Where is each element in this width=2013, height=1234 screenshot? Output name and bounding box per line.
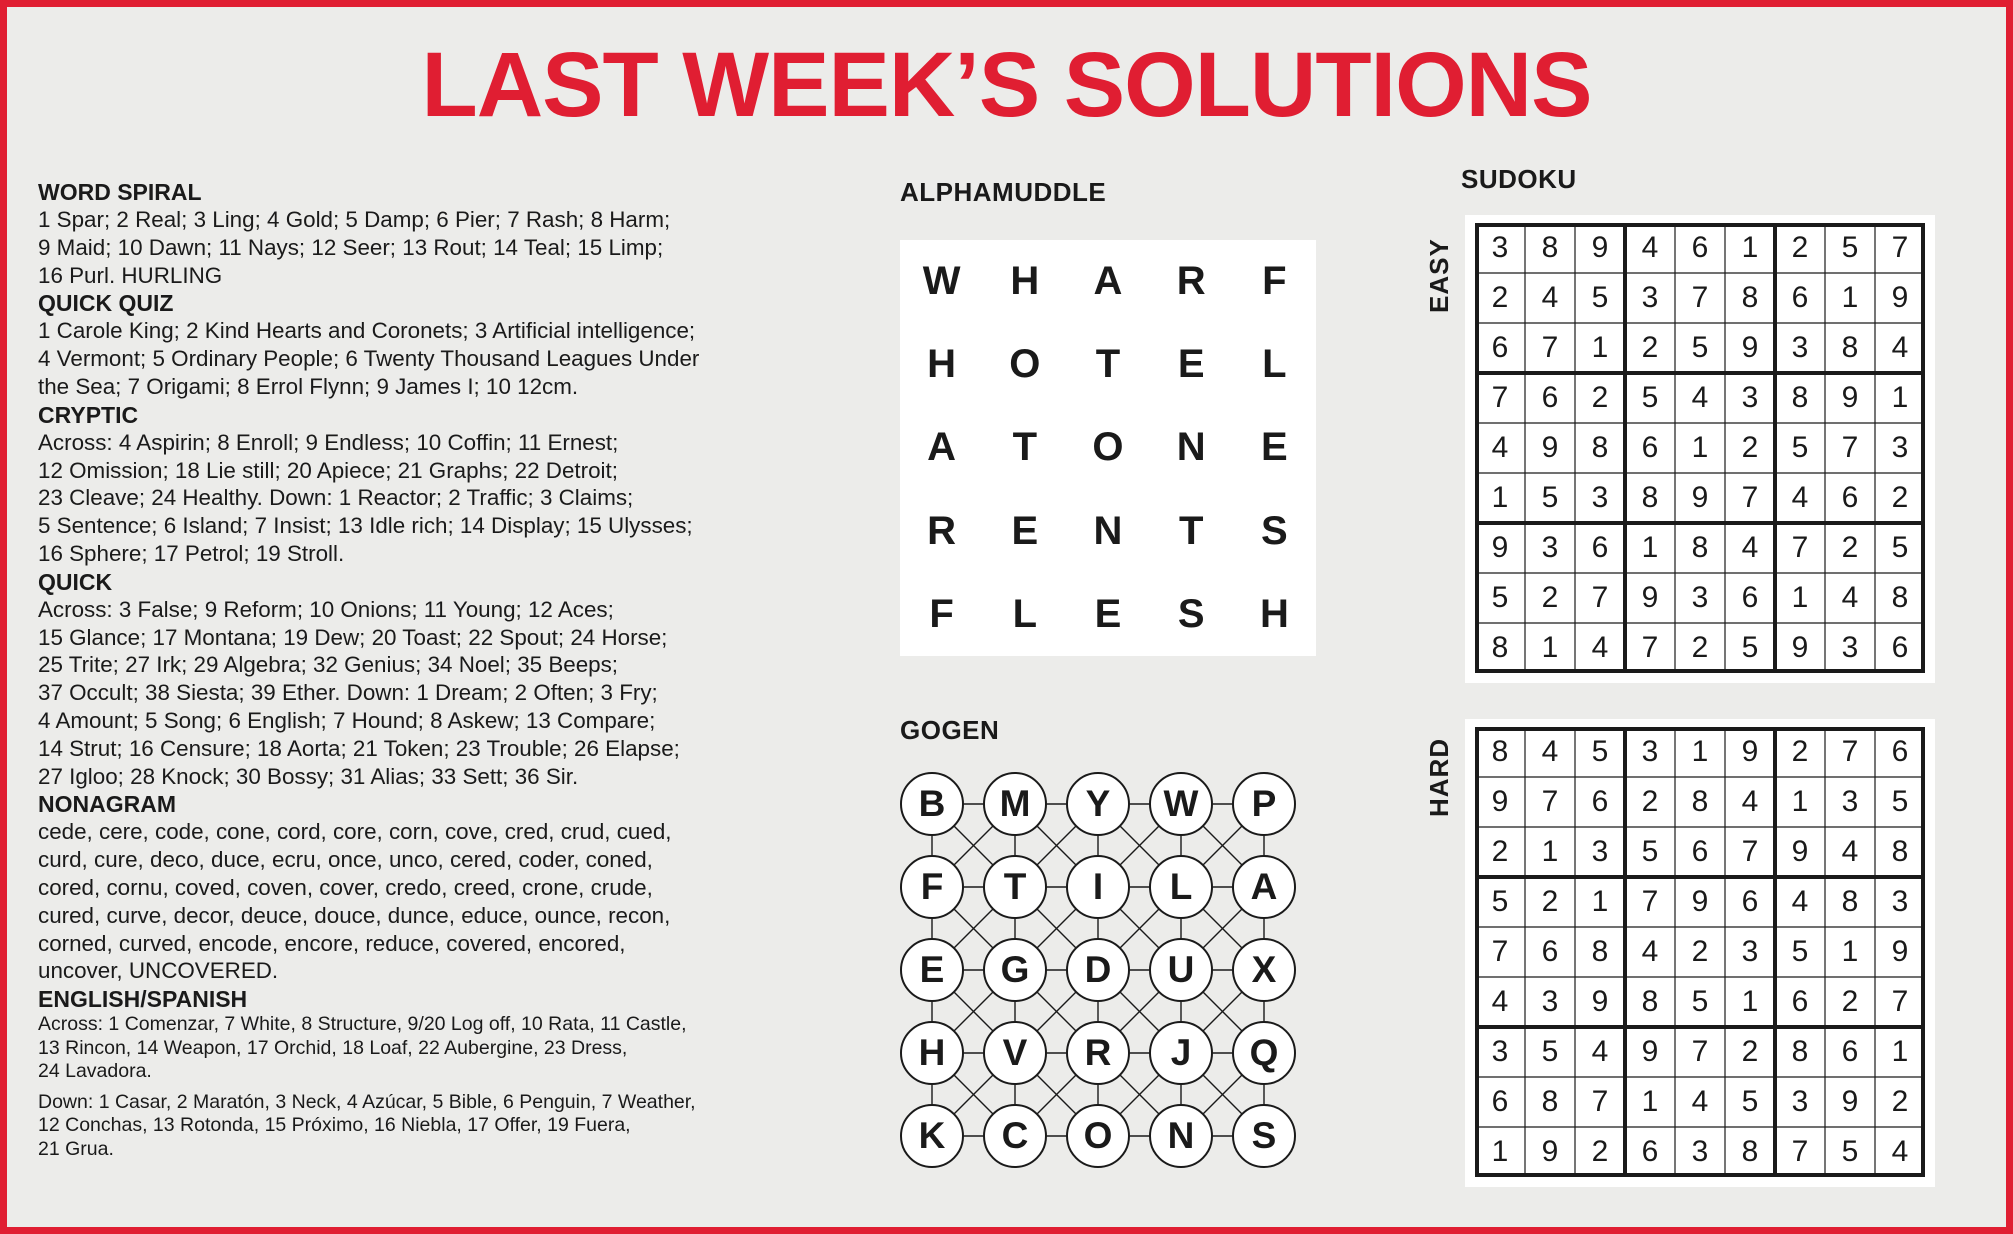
sudoku-hard-cell: 8 [1641,985,1659,1018]
alphamuddle-cell: S [1233,490,1316,573]
text-solutions-column [38,178,818,1161]
sudoku-hard-cell: 9 [1641,1035,1659,1068]
sudoku-hard-cell: 6 [1841,1035,1859,1068]
sudoku-hard-cell: 9 [1791,835,1809,868]
sudoku-easy-cell: 1 [1491,481,1509,514]
sudoku-hard-cell: 1 [1491,1135,1509,1168]
sudoku-easy-cell: 5 [1591,281,1609,314]
gogen-letter-node: C [983,1104,1047,1168]
gogen-letter-node: S [1232,1104,1296,1168]
english-spanish-across: Across: 1 Comenzar, 7 White, 8 Structure, 9/20 Log off, 10 Rata, 11 Castle, 13 Rincon, 14 Weapon, 17 Orchid, 18 Loaf, 22 Aubergine, 23 Dress, 24 Lavadora. [38,1013,687,1083]
alphamuddle-cell: E [983,490,1066,573]
alphamuddle-cell: T [983,406,1066,489]
sudoku-easy-cell: 4 [1641,231,1659,264]
sudoku-hard-cell: 2 [1791,735,1809,768]
sudoku-easy-cell: 2 [1741,431,1759,464]
sudoku-hard-cell: 9 [1891,935,1909,968]
alphamuddle-cell: A [1066,240,1149,323]
sudoku-hard-cell: 8 [1541,1085,1559,1118]
sudoku-easy-cell: 3 [1491,231,1509,264]
nonagram-heading: NONAGRAM [38,791,176,818]
sudoku-easy-cell: 2 [1691,631,1709,664]
sudoku-easy-cell: 6 [1641,431,1659,464]
sudoku-easy-cell: 5 [1541,481,1559,514]
sudoku-easy-cell: 5 [1891,531,1909,564]
sudoku-hard-cell: 3 [1691,1135,1709,1168]
sudoku-hard-cell: 6 [1591,785,1609,818]
alphamuddle-cell: R [900,490,983,573]
sudoku-hard-cell: 6 [1491,1085,1509,1118]
sudoku-hard-cell: 1 [1641,1085,1659,1118]
sudoku-hard-cell: 8 [1841,885,1859,918]
sudoku-hard-cell: 6 [1791,985,1809,1018]
sudoku-easy-cell: 7 [1591,581,1609,614]
sudoku-hard-cell: 3 [1491,1035,1509,1068]
alphamuddle-cell: T [1066,323,1149,406]
sudoku-hard-cell: 9 [1591,985,1609,1018]
sudoku-hard-cell: 8 [1491,735,1509,768]
quick-answers: Across: 3 False; 9 Reform; 10 Onions; 11 Young; 12 Aces; 15 Glance; 17 Montana; 19 Dew; 20 Toast; 22 Spout; 24 Horse; 25 Trite; 27 Irk; 29 Algebra; 32 Genius; 34 Noel; 35 Beeps; 37 Occult; 38 Siesta; 39 Ether. Down: 1 Dream; 2 Often; 3 Fry; 4 Amount; 5 Song; 6 English; 7 Hound; 8 Askew; 13 Compare; 14 Strut; 16 Censure; 18 Aorta; 21 Token; 23 Trouble; 26 Elapse; 27 Igloo; 28 Knock; 30 Bossy; 31 Alias; 33 Sett; 36 Sir. [38,596,680,789]
alphamuddle-cell: W [900,240,983,323]
sudoku-easy-cell: 7 [1541,331,1559,364]
sudoku-hard-cell: 6 [1541,935,1559,968]
sudoku-easy-cell: 6 [1691,231,1709,264]
page-title: LAST WEEK’S SOLUTIONS [421,34,1592,136]
sudoku-easy-cell: 3 [1591,481,1609,514]
alphamuddle-cell: O [1066,406,1149,489]
sudoku-easy-cell: 1 [1741,231,1759,264]
sudoku-hard-cell: 6 [1741,885,1759,918]
sudoku-hard-cell: 3 [1541,985,1559,1018]
sudoku-hard-cell: 4 [1641,935,1659,968]
sudoku-easy-cell: 1 [1691,431,1709,464]
gogen-letter-node: X [1232,938,1296,1002]
word-spiral-section [38,178,818,289]
sudoku-easy-cell: 3 [1841,631,1859,664]
sudoku-hard-cell: 2 [1891,1085,1909,1118]
alphamuddle-cell: E [1233,406,1316,489]
sudoku-hard-cell: 8 [1741,1135,1759,1168]
sudoku-hard-cell: 7 [1541,785,1559,818]
sudoku-easy-cell: 6 [1491,331,1509,364]
alphamuddle-cell: H [983,240,1066,323]
sudoku-easy-cell: 9 [1491,531,1509,564]
sudoku-easy-cell: 3 [1891,431,1909,464]
gogen-letter-node: J [1149,1021,1213,1085]
gogen-letter-node: E [900,938,964,1002]
sudoku-easy-cell: 5 [1491,581,1509,614]
sudoku-easy-cell: 8 [1641,481,1659,514]
sudoku-hard-cell: 7 [1641,885,1659,918]
gogen-letter-node: Y [1066,772,1130,836]
sudoku-hard-cell: 4 [1591,1035,1609,1068]
sudoku-easy-cell: 6 [1841,481,1859,514]
sudoku-hard-cell: 4 [1741,785,1759,818]
alphamuddle-cell: R [1150,240,1233,323]
sudoku-hard-cell: 1 [1891,1035,1909,1068]
sudoku-hard-cell: 5 [1741,1085,1759,1118]
sudoku-hard-cell: 4 [1841,835,1859,868]
sudoku-hard-cell: 3 [1591,835,1609,868]
sudoku-hard-cell: 6 [1691,835,1709,868]
sudoku-hard-cell: 9 [1841,1085,1859,1118]
sudoku-hard-cell: 9 [1541,1135,1559,1168]
sudoku-hard-cell: 4 [1891,1135,1909,1168]
sudoku-easy-cell: 6 [1741,581,1759,614]
sudoku-hard-cell: 3 [1741,935,1759,968]
sudoku-hard-cell: 5 [1591,735,1609,768]
sudoku-hard-cell: 2 [1491,835,1509,868]
sudoku-hard-cell: 8 [1591,935,1609,968]
sudoku-hard-cell: 8 [1791,1035,1809,1068]
sudoku-easy-cell: 9 [1541,431,1559,464]
sudoku-easy-cell: 7 [1791,531,1809,564]
gogen-letter-node: G [983,938,1047,1002]
sudoku-hard-cell: 3 [1841,785,1859,818]
gogen-letter-node: V [983,1021,1047,1085]
sudoku-easy-label: EASY [1424,238,1454,313]
alphamuddle-cell: O [983,323,1066,406]
cryptic-section [38,401,818,568]
sudoku-hard-cell: 7 [1691,1035,1709,1068]
sudoku-heading: SUDOKU [1461,164,1577,194]
sudoku-hard-cell: 4 [1541,735,1559,768]
alphamuddle-cell: L [1233,323,1316,406]
sudoku-easy-cell: 3 [1641,281,1659,314]
quick-quiz-section [38,289,818,400]
gogen-letter-node: R [1066,1021,1130,1085]
quick-quiz-answers: 1 Carole King; 2 Kind Hearts and Coronets; 3 Artificial intelligence; 4 Vermont; 5 Ordinary People; 6 Twenty Thousand Leagues Under the Sea; 7 Origami; 8 Errol Flynn; 9 James I; 10 12cm. [38,318,700,399]
sudoku-easy-cell: 2 [1641,331,1659,364]
gogen-letter-node: K [900,1104,964,1168]
alphamuddle-grid [900,240,1316,656]
sudoku-easy-cell: 9 [1741,331,1759,364]
sudoku-hard-cell: 8 [1691,785,1709,818]
alphamuddle-cell: F [1233,240,1316,323]
sudoku-hard-cell: 5 [1541,1035,1559,1068]
gogen-letter-node: N [1149,1104,1213,1168]
sudoku-hard-cell: 4 [1691,1085,1709,1118]
sudoku-easy-cell: 6 [1891,631,1909,664]
gogen-letter-node: I [1066,855,1130,919]
gogen-letter-node: O [1066,1104,1130,1168]
quick-quiz-heading: QUICK QUIZ [38,290,174,317]
sudoku-easy-cell: 9 [1691,481,1709,514]
alphamuddle-cell: H [900,323,983,406]
sudoku-easy-grid [1465,215,1935,683]
sudoku-easy-cell: 5 [1741,631,1759,664]
alphamuddle-cell: H [1233,573,1316,656]
sudoku-hard-cell: 9 [1491,785,1509,818]
gogen-letter-node: M [983,772,1047,836]
alphamuddle-cell: E [1150,323,1233,406]
sudoku-easy-cell: 2 [1491,281,1509,314]
sudoku-easy-cell: 4 [1891,331,1909,364]
sudoku-easy-cell: 9 [1591,231,1609,264]
alphamuddle-heading: ALPHAMUDDLE [900,177,1107,207]
sudoku-easy-cell: 6 [1591,531,1609,564]
sudoku-hard-cell: 2 [1841,985,1859,1018]
sudoku-easy-cell: 8 [1891,581,1909,614]
sudoku-easy-cell: 7 [1641,631,1659,664]
sudoku-hard-cell: 7 [1741,835,1759,868]
sudoku-hard-cell: 6 [1641,1135,1659,1168]
sudoku-hard-cell: 1 [1691,735,1709,768]
sudoku-easy-cell: 5 [1641,381,1659,414]
sudoku-hard-label: HARD [1424,737,1454,817]
gogen-letter-node: A [1232,855,1296,919]
gogen-heading: GOGEN [900,715,1000,745]
sudoku-hard-cell: 3 [1641,735,1659,768]
sudoku-easy-cell: 8 [1541,231,1559,264]
sudoku-hard-cell: 5 [1641,835,1659,868]
sudoku-easy-cell: 8 [1591,431,1609,464]
sudoku-easy-cell: 9 [1841,381,1859,414]
gogen-letter-node: U [1149,938,1213,1002]
sudoku-hard-cell: 7 [1791,1135,1809,1168]
sudoku-easy-cell: 1 [1791,581,1809,614]
sudoku-hard-cell: 9 [1691,885,1709,918]
sudoku-easy-cell: 2 [1841,531,1859,564]
english-spanish-down: Down: 1 Casar, 2 Maratón, 3 Neck, 4 Azúcar, 5 Bible, 6 Penguin, 7 Weather, 12 Conchas, 13 Rotonda, 15 Próximo, 16 Niebla, 17 Offer, 19 Fuera, 21 Grua. [38,1090,696,1160]
sudoku-easy-cell: 4 [1591,631,1609,664]
sudoku-easy-cell: 9 [1641,581,1659,614]
sudoku-easy-cell: 5 [1841,231,1859,264]
sudoku-hard-cell: 7 [1591,1085,1609,1118]
sudoku-hard-cell: 4 [1791,885,1809,918]
gogen-letter-node: B [900,772,964,836]
sudoku-hard-cell: 1 [1591,885,1609,918]
sudoku-easy-cell: 9 [1891,281,1909,314]
sudoku-easy-cell: 3 [1741,381,1759,414]
alphamuddle-cell: L [983,573,1066,656]
sudoku-easy-cell: 7 [1741,481,1759,514]
alphamuddle-cell: N [1066,490,1149,573]
sudoku-hard-cell: 1 [1741,985,1759,1018]
sudoku-hard-cell: 5 [1841,1135,1859,1168]
sudoku-easy-cell: 4 [1691,381,1709,414]
sudoku-easy-cell: 2 [1891,481,1909,514]
sudoku-hard-cell: 5 [1791,935,1809,968]
sudoku-easy-cell: 2 [1591,381,1609,414]
word-spiral-answers: 1 Spar; 2 Real; 3 Ling; 4 Gold; 5 Damp; 6 Pier; 7 Rash; 8 Harm; 9 Maid; 10 Dawn; 11 Nays; 12 Seer; 13 Rout; 14 Teal; 15 Limp; 16 Purl. HURLING [38,207,671,288]
sudoku-hard-cell: 5 [1491,885,1509,918]
english-spanish-heading: ENGLISH/SPANISH [38,986,248,1013]
sudoku-hard-cell: 3 [1891,885,1909,918]
sudoku-hard-cell: 7 [1841,735,1859,768]
sudoku-hard-cell: 1 [1841,935,1859,968]
alphamuddle-cell: F [900,573,983,656]
sudoku-easy-cell: 4 [1841,581,1859,614]
alphamuddle-cell: A [900,406,983,489]
sudoku-easy-cell: 3 [1691,581,1709,614]
sudoku-hard-cell: 2 [1541,885,1559,918]
sudoku-easy-cell: 1 [1891,381,1909,414]
sudoku-easy-cell: 7 [1891,231,1909,264]
word-spiral-heading: WORD SPIRAL [38,179,202,205]
sudoku-easy-cell: 2 [1541,581,1559,614]
sudoku-easy-cell: 3 [1541,531,1559,564]
sudoku-easy-cell: 1 [1641,531,1659,564]
sudoku-easy-cell: 4 [1491,431,1509,464]
nonagram-answers: cede, cere, code, cone, cord, core, corn, cove, cred, crud, cued, curd, cure, deco, duce, ecru, once, unco, cered, coder, coned, cored, cornu, coved, coven, cover, credo, creed, crone, crude, cured, curve, decor, deuce, douce, dunce, educe, ounce, recon, corned, curved, encode, encore, reduce, covered, encored, uncover, UNCOVERED. [38,819,672,984]
sudoku-hard-cell: 2 [1691,935,1709,968]
sudoku-easy-cell: 7 [1841,431,1859,464]
sudoku-easy-cell: 8 [1841,331,1859,364]
sudoku-hard-cell: 2 [1591,1135,1609,1168]
alphamuddle-cell: N [1150,406,1233,489]
gogen-letter-node: F [900,855,964,919]
sudoku-easy-cell: 6 [1791,281,1809,314]
sudoku-easy-cell: 8 [1741,281,1759,314]
sudoku-easy-cell: 4 [1541,281,1559,314]
sudoku-hard-cell: 3 [1791,1085,1809,1118]
cryptic-heading: CRYPTIC [38,401,139,428]
sudoku-hard-cell: 2 [1641,785,1659,818]
gogen-letter-node: P [1232,772,1296,836]
sudoku-hard-grid [1465,719,1935,1187]
sudoku-easy-cell: 4 [1741,531,1759,564]
sudoku-easy-cell: 7 [1491,381,1509,414]
sudoku-easy-cell: 1 [1541,631,1559,664]
sudoku-easy-cell: 5 [1791,431,1809,464]
alphamuddle-cell: T [1150,490,1233,573]
sudoku-hard-cell: 7 [1891,985,1909,1018]
sudoku-easy-cell: 7 [1691,281,1709,314]
sudoku-easy-cell: 1 [1591,331,1609,364]
cryptic-answers: Across: 4 Aspirin; 8 Enroll; 9 Endless; 10 Coffin; 11 Ernest; 12 Omission; 18 Lie still; 20 Apiece; 21 Graphs; 22 Detroit; 23 Cleave; 24 Healthy. Down: 1 Reactor; 2 Traffic; 3 Claims; 5 Sentence; 6 Island; 7 Insist; 13 Idle rich; 14 Display; 15 Ulysses; 16 Sphere; 17 Petrol; 19 Stroll. [38,429,693,566]
sudoku-hard-cell: 8 [1891,835,1909,868]
gogen-letter-node: W [1149,772,1213,836]
sudoku-easy-cell: 4 [1791,481,1809,514]
sudoku-hard-cell: 2 [1741,1035,1759,1068]
sudoku-easy-cell: 1 [1841,281,1859,314]
quick-section [38,568,818,791]
gogen-letter-node: D [1066,938,1130,1002]
alphamuddle-cell: S [1150,573,1233,656]
sudoku-hard-cell: 4 [1491,985,1509,1018]
sudoku-easy-cell: 8 [1791,381,1809,414]
quick-heading: QUICK [38,568,113,595]
gogen-letter-node: Q [1232,1021,1296,1085]
sudoku-hard-cell: 1 [1791,785,1809,818]
gogen-letter-node: H [900,1021,964,1085]
sudoku-hard-cell: 6 [1891,735,1909,768]
sudoku-hard-cell: 1 [1541,835,1559,868]
sudoku-easy-cell: 3 [1791,331,1809,364]
nonagram-section [38,790,818,985]
sudoku-easy-cell: 2 [1791,231,1809,264]
sudoku-easy-cell: 5 [1691,331,1709,364]
gogen-grid [900,772,1316,1188]
sudoku-easy-cell: 6 [1541,381,1559,414]
sudoku-hard-cell: 5 [1891,785,1909,818]
english-spanish-section [38,985,818,1161]
sudoku-easy-cell: 8 [1491,631,1509,664]
sudoku-hard-cell: 9 [1741,735,1759,768]
sudoku-hard-cell: 7 [1491,935,1509,968]
sudoku-easy-cell: 8 [1691,531,1709,564]
gogen-letter-node: L [1149,855,1213,919]
gogen-letter-node: T [983,855,1047,919]
alphamuddle-cell: E [1066,573,1149,656]
sudoku-hard-cell: 5 [1691,985,1709,1018]
sudoku-easy-cell: 9 [1791,631,1809,664]
